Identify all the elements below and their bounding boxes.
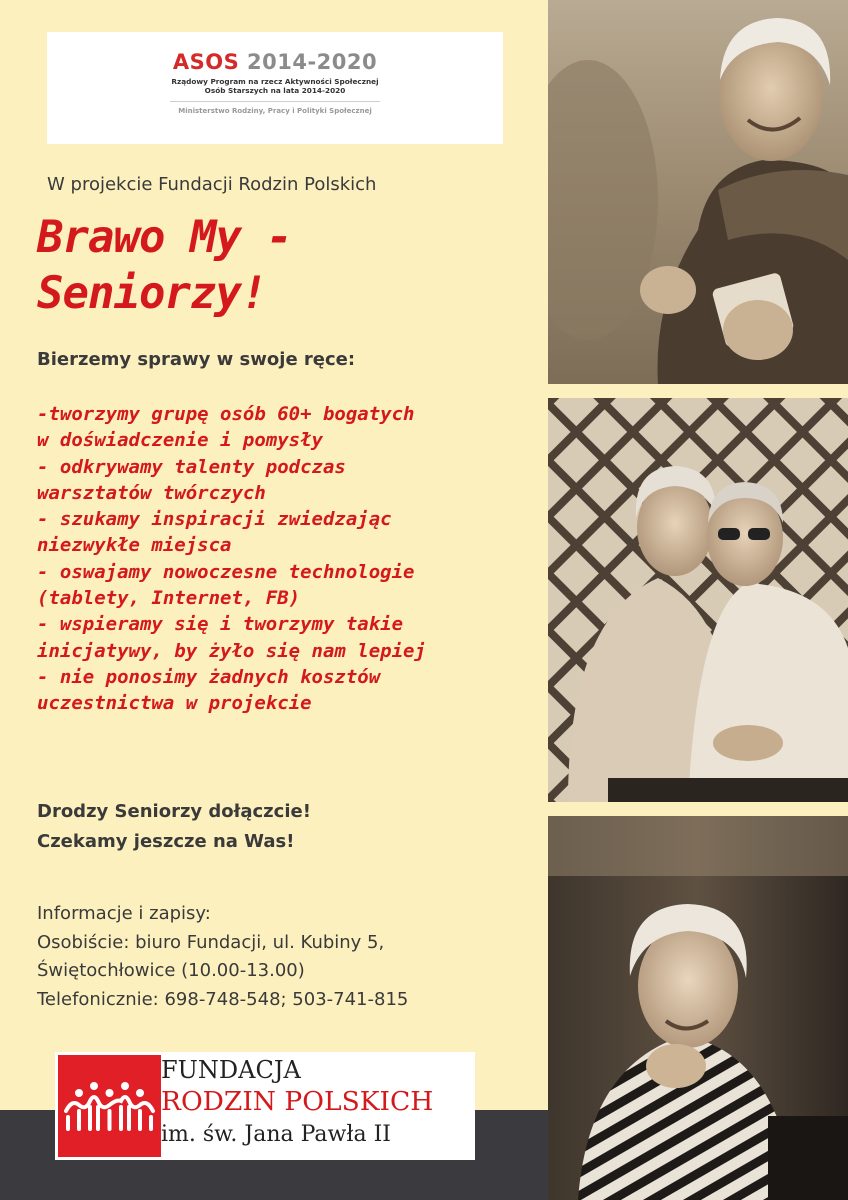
asos-name: ASOS [172, 50, 240, 74]
asos-program-logo [47, 32, 503, 144]
list-item: - szukamy inspiracji zwiedzając [37, 508, 392, 531]
foundation-logo [55, 1052, 475, 1160]
senior-woman-photo [548, 816, 848, 1200]
headline-line2: Seniorzy! [37, 268, 267, 319]
asos-divider [170, 101, 380, 102]
asos-subtitle-line1: Rządowy Program na rzecz Aktywności Społecznej [171, 77, 379, 86]
headline [37, 210, 537, 322]
foundation-line1: FUNDACJA [161, 1056, 301, 1084]
senior-couple-photo [548, 398, 848, 802]
contact-address-line2: Świętochłowice (10.00-13.00) [37, 960, 305, 981]
headline-line1: Brawo My - [37, 212, 292, 263]
list-item: - nie ponosimy żadnych kosztów [37, 665, 381, 688]
call-to-action-line2: Czekamy jeszcze na Was! [37, 831, 295, 852]
asos-title [47, 50, 503, 74]
call-to-action-line1: Drodzy Seniorzy dołączcie! [37, 801, 311, 822]
lead-text: Bierzemy sprawy w swoje ręce: [37, 349, 356, 370]
list-item: (tablety, Internet, FB) [37, 587, 301, 610]
family-figures-icon [58, 1055, 161, 1157]
asos-subtitle [47, 77, 503, 95]
asos-years: 2014-2020 [247, 50, 378, 74]
list-item: niezwykłe miejsca [37, 534, 232, 557]
list-item: - wspieramy się i tworzymy takie [37, 613, 404, 636]
call-to-action [37, 797, 311, 857]
contact-info [37, 900, 408, 1014]
foundation-line2: RODZIN POLSKICH [161, 1086, 434, 1117]
list-item: - oswajamy nowoczesne technologie [37, 560, 415, 583]
list-item: w doświadczenie i pomysły [37, 429, 323, 452]
ministry-name: Ministerstwo Rodziny, Pracy i Polityki Społecznej [178, 107, 372, 115]
list-item: - odkrywamy talenty podczas [37, 455, 346, 478]
asos-subtitle-line2: Osób Starszych na lata 2014-2020 [204, 86, 346, 95]
list-item: inicjatywy, by żyło się nam lepiej [37, 639, 426, 662]
list-item: uczestnictwa w projekcie [37, 692, 312, 715]
list-item: -tworzymy grupę osób 60+ bogatych [37, 403, 415, 425]
senior-man-photo [548, 0, 848, 384]
intro-text: W projekcie Fundacji Rodzin Polskich [47, 174, 377, 195]
list-item: warsztatów twórczych [37, 481, 266, 504]
contact-heading: Informacje i zapisy: [37, 903, 211, 924]
activities-list [37, 401, 542, 717]
foundation-line3: im. św. Jana Pawła II [161, 1122, 391, 1147]
contact-phone: Telefonicznie: 698-748-548; 503-741-815 [37, 988, 409, 1010]
contact-address-line1: Osobiście: biuro Fundacji, ul. Kubiny 5, [37, 931, 385, 953]
